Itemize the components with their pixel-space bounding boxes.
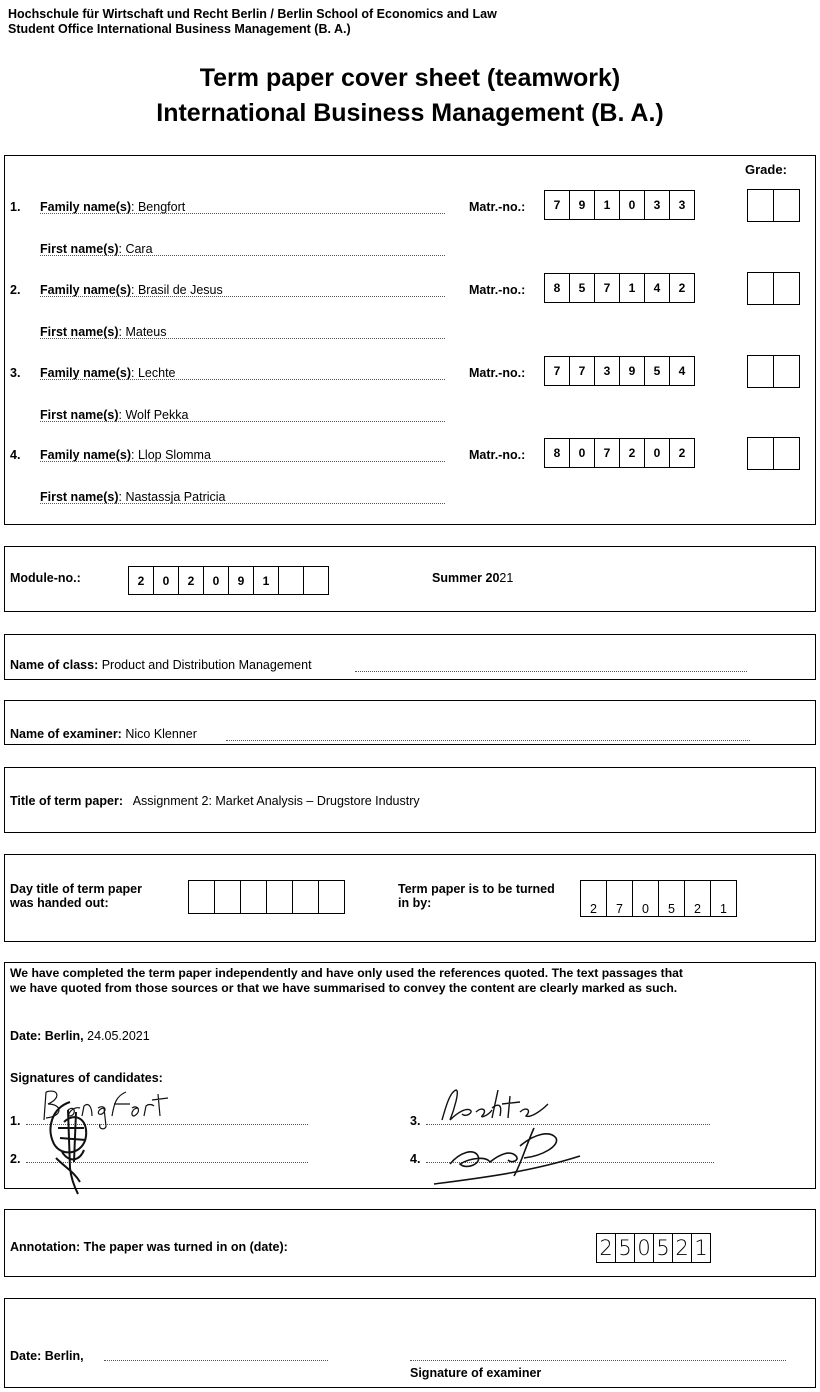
- class-name-field[interactable]: [10, 658, 312, 672]
- examiner-signature-label: Signature of examiner: [410, 1366, 542, 1380]
- family-name-field[interactable]: Family name(s): Bengfort: [40, 200, 186, 214]
- matr-digit: 2: [620, 439, 645, 467]
- matr-digit: 7: [570, 357, 595, 385]
- grade-box[interactable]: [748, 273, 774, 304]
- family-name-line: [40, 461, 445, 462]
- paper-title-value: Assignment 2: Market Analysis – Drugstore Industry: [132, 794, 420, 808]
- sig-number-1: 1.: [10, 1114, 21, 1128]
- module-digit: 0: [204, 567, 229, 594]
- matr-no-label: Matr.-no.:: [469, 283, 526, 297]
- first-name-field[interactable]: First name(s): Wolf Pekka: [40, 408, 189, 422]
- module-digit: 0: [154, 567, 179, 594]
- annotation-digit: 2: [597, 1234, 616, 1262]
- turn-in-digit: 2: [685, 881, 711, 916]
- student-number: 4.: [10, 448, 21, 462]
- family-name-label: Family name(s): [40, 366, 132, 380]
- module-digit: 2: [179, 567, 204, 594]
- module-digit: 2: [129, 567, 154, 594]
- matr-no-boxes[interactable]: [544, 438, 695, 468]
- annotation-label: Annotation: The paper was turned in on (date):: [10, 1240, 288, 1254]
- grade-boxes[interactable]: [747, 189, 800, 222]
- examiner-name-field[interactable]: [10, 727, 197, 741]
- first-name-value: Nastassja Patricia: [125, 490, 226, 504]
- family-name-field[interactable]: Family name(s): Brasil de Jesus: [40, 283, 223, 297]
- family-name-label: Family name(s): [40, 200, 132, 214]
- annotation-digit: 2: [673, 1234, 692, 1262]
- matr-digit: 2: [678, 281, 686, 295]
- institution-header: [8, 7, 497, 37]
- institution-line-2: Student Office International Business Management (B. A.): [8, 22, 351, 36]
- examiner-date-label: Date: Berlin,: [10, 1349, 84, 1363]
- turn-in-digit: 7: [607, 881, 633, 916]
- declaration-date: [10, 1029, 150, 1043]
- handed-out-label-line-1: Day title of term paper: [10, 882, 142, 896]
- turn-in-digit: 1: [720, 902, 727, 916]
- signatures-label: Signatures of candidates:: [10, 1071, 163, 1085]
- family-name-value: Lechte: [137, 366, 176, 380]
- semester-year: 21: [499, 571, 514, 585]
- turn-in-date-boxes[interactable]: [580, 880, 737, 917]
- matr-no-label: Matr.-no.:: [469, 200, 526, 214]
- matr-no-boxes[interactable]: [544, 190, 695, 220]
- matr-digit: 4: [645, 274, 670, 302]
- examiner-dotted-line: [226, 740, 750, 741]
- paper-title-label: Title of term paper:: [10, 794, 123, 808]
- family-name-field[interactable]: Family name(s): Llop Slomma: [40, 448, 211, 462]
- matr-digit: 8: [545, 439, 570, 467]
- grade-box[interactable]: [774, 190, 799, 221]
- first-name-field[interactable]: First name(s): Nastassja Patricia: [40, 490, 226, 504]
- student-number: 1.: [10, 200, 21, 214]
- first-name-line: [40, 421, 445, 422]
- examiner-date-line[interactable]: [104, 1360, 328, 1361]
- paper-title-field[interactable]: [10, 794, 420, 808]
- student-number: 2.: [10, 283, 21, 297]
- matr-digit: 5: [570, 274, 595, 302]
- first-name-label: First name(s): [40, 242, 119, 256]
- semester: [432, 571, 513, 585]
- handed-out-digit: [319, 881, 344, 913]
- page-title-line-1: Term paper cover sheet (teamwork): [199, 64, 621, 92]
- declaration-line-1: We have completed the term paper independently and have only used the references quoted. The text passages that: [10, 966, 683, 980]
- annotation-digit: 0: [635, 1234, 654, 1262]
- grade-boxes[interactable]: [747, 355, 800, 388]
- handed-out-label-line-2: was handed out:: [10, 896, 109, 910]
- student-number: 3.: [10, 366, 21, 380]
- annotation-digit: 5: [654, 1234, 673, 1262]
- family-name-line: [40, 296, 445, 297]
- first-name-line: [40, 503, 445, 504]
- sig-number-2: 2.: [10, 1152, 21, 1166]
- signature-2: [40, 1098, 100, 1196]
- sig-number-4: 4.: [410, 1152, 421, 1166]
- class-name-value: Product and Distribution Management: [101, 658, 312, 672]
- annotation-digit: 5: [616, 1234, 635, 1262]
- first-name-line: [40, 338, 445, 339]
- institution-line-1: Hochschule für Wirtschaft und Recht Berlin / Berlin School of Economics and Law: [8, 7, 497, 21]
- family-name-line: [40, 379, 445, 380]
- declaration-text: [10, 966, 683, 996]
- first-name-value: Mateus: [125, 325, 167, 339]
- annotation-date-boxes[interactable]: [596, 1233, 711, 1263]
- semester-season: Summer 20: [432, 571, 500, 585]
- matr-digit: 3: [678, 198, 686, 212]
- module-digit: 1: [254, 567, 279, 594]
- annotation-digit: 1: [694, 1236, 708, 1260]
- turn-in-digit: 2: [581, 881, 607, 916]
- turn-in-label-line-1: Term paper is to be turned: [398, 882, 555, 896]
- grade-boxes[interactable]: [747, 437, 800, 470]
- module-number-boxes[interactable]: [128, 566, 329, 595]
- class-name-label: Name of class:: [10, 658, 99, 672]
- examiner-name-label: Name of examiner:: [10, 727, 122, 741]
- matr-digit: 2: [678, 446, 686, 460]
- matr-digit: 7: [595, 274, 620, 302]
- grade-box[interactable]: [748, 438, 774, 469]
- first-name-value: Cara: [125, 242, 153, 256]
- module-digit: 9: [229, 567, 254, 594]
- first-name-line: [40, 255, 445, 256]
- first-name-field[interactable]: First name(s): Mateus: [40, 325, 167, 339]
- matr-digit: 7: [595, 439, 620, 467]
- handed-out-date-boxes[interactable]: [188, 880, 345, 914]
- matr-digit: 0: [570, 439, 595, 467]
- sig-number-3: 3.: [410, 1114, 421, 1128]
- turn-in-label-line-2: in by:: [398, 896, 432, 910]
- matr-digit: 3: [645, 191, 670, 219]
- grade-box[interactable]: [748, 190, 774, 221]
- class-section: [4, 634, 816, 680]
- signature-3: [436, 1086, 576, 1126]
- grade-box[interactable]: [774, 438, 799, 469]
- first-name-label: First name(s): [40, 325, 119, 339]
- handed-out-digit: [215, 881, 241, 913]
- handed-out-digit: [267, 881, 293, 913]
- matr-no-boxes[interactable]: [544, 273, 695, 303]
- handed-out-digit: [189, 881, 215, 913]
- matr-no-label: Matr.-no.:: [469, 448, 526, 462]
- matr-digit: 7: [545, 357, 570, 385]
- first-name-value: Wolf Pekka: [125, 408, 189, 422]
- module-label: Module-no.:: [10, 571, 81, 585]
- class-name-dotted-line: [355, 671, 747, 672]
- module-digit: [304, 567, 328, 594]
- matr-digit: 3: [595, 357, 620, 385]
- matr-digit: 9: [620, 357, 645, 385]
- family-name-value: Bengfort: [137, 200, 186, 214]
- declaration-date-label: Date: Berlin,: [10, 1029, 84, 1043]
- handed-out-label: [10, 882, 142, 910]
- matr-no-label: Matr.-no.:: [469, 366, 526, 380]
- family-name-field[interactable]: Family name(s): Lechte: [40, 366, 176, 380]
- examiner-name-value: Nico Klenner: [125, 727, 197, 741]
- matr-digit: 8: [545, 274, 570, 302]
- signature-4: [430, 1126, 590, 1188]
- matr-digit: 9: [570, 191, 595, 219]
- turn-in-digit: 5: [659, 881, 685, 916]
- grade-box[interactable]: [774, 273, 799, 304]
- grade-boxes[interactable]: [747, 272, 800, 305]
- grade-box[interactable]: [748, 356, 774, 387]
- first-name-field[interactable]: First name(s): Cara: [40, 242, 153, 256]
- family-name-value: Llop Slomma: [137, 448, 211, 462]
- matr-digit: 1: [620, 274, 645, 302]
- declaration-date-value: 24.05.2021: [87, 1029, 150, 1043]
- examiner-signature-line[interactable]: [410, 1360, 786, 1361]
- first-name-label: First name(s): [40, 408, 119, 422]
- matr-digit: 7: [545, 191, 570, 219]
- handed-out-digit: [293, 881, 319, 913]
- turn-in-label: [398, 882, 555, 910]
- page-title-line-2: International Business Management (B. A.): [156, 99, 664, 127]
- first-name-label: First name(s): [40, 490, 119, 504]
- matr-no-boxes[interactable]: [544, 356, 695, 386]
- declaration-line-2: we have quoted from those sources or that we have summarised to convey the content are clearly marked as such.: [10, 981, 678, 995]
- grade-label: Grade:: [745, 162, 787, 177]
- matr-digit: 1: [595, 191, 620, 219]
- grade-box[interactable]: [774, 356, 799, 387]
- matr-digit: 0: [645, 439, 670, 467]
- family-name-line: [40, 213, 445, 214]
- handed-out-digit: [241, 881, 267, 913]
- matr-digit: 5: [645, 357, 670, 385]
- module-digit: [279, 567, 304, 594]
- family-name-value: Brasil de Jesus: [137, 283, 223, 297]
- matr-digit: 4: [678, 364, 686, 378]
- module-section: [4, 546, 816, 612]
- turn-in-digit: 0: [633, 881, 659, 916]
- family-name-label: Family name(s): [40, 448, 132, 462]
- family-name-label: Family name(s): [40, 283, 132, 297]
- matr-digit: 0: [620, 191, 645, 219]
